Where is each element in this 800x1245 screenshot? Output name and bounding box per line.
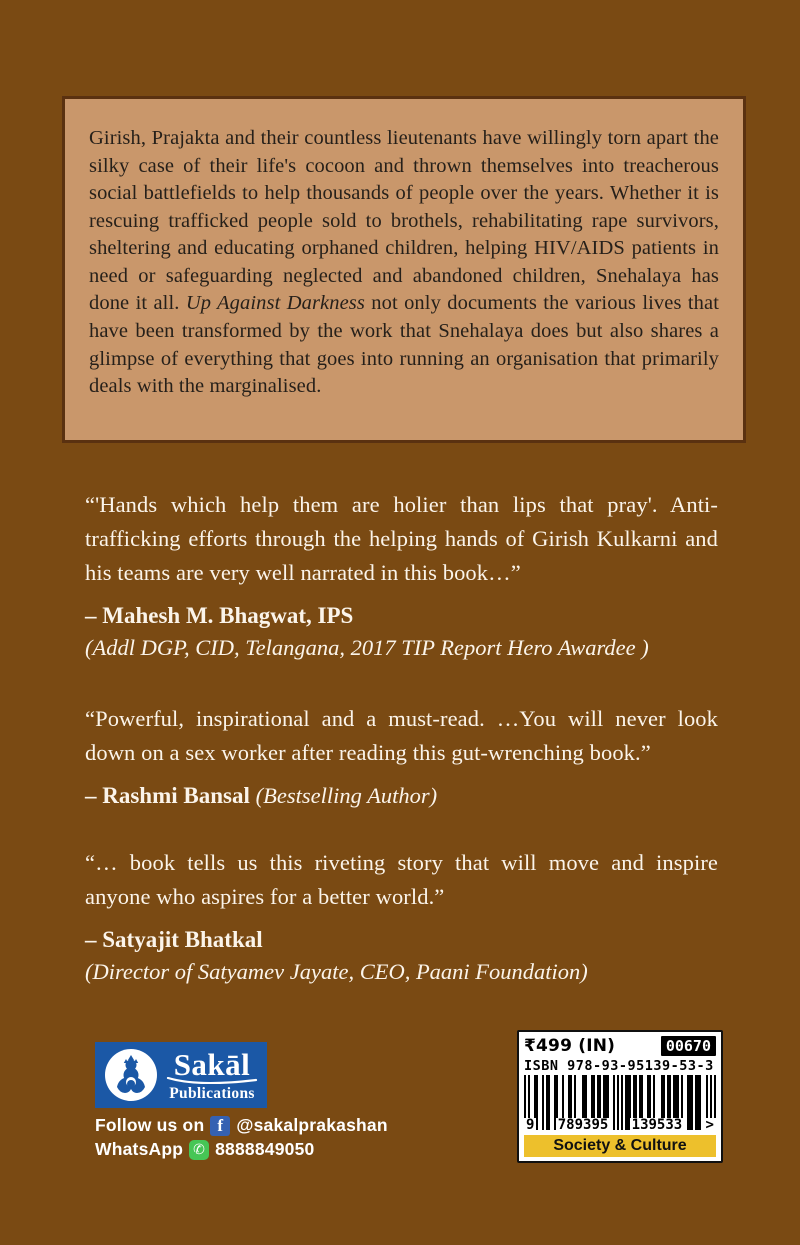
- facebook-icon: f: [210, 1116, 230, 1136]
- barcode-digit-right: >: [705, 1116, 714, 1133]
- endorsement-credentials-2: (Bestselling Author): [255, 783, 438, 808]
- endorsement-quote-2: “Powerful, inspirational and a must-read. …You will never look down on a sex worker after reading this gut-wrenching book.”: [85, 706, 718, 765]
- facebook-line: [95, 1115, 395, 1136]
- endorsement-credentials-3: (Director of Satyamev Jayate, CEO, Paani Foundation): [85, 959, 588, 984]
- synopsis-panel: [62, 96, 746, 443]
- barcode-digit-left: 9: [526, 1116, 535, 1133]
- logo-swoosh: [166, 1077, 258, 1084]
- endorsement-author-3: – Satyajit Bhatkal: [85, 927, 263, 952]
- publisher-logo: [95, 1042, 267, 1108]
- book-title-italic: Up Against Darkness: [185, 292, 365, 315]
- endorsement-quote-3: “… book tells us this riveting story that will move and inspire anyone who aspires for a better world.”: [85, 850, 718, 909]
- print-code-badge: 00670: [661, 1036, 716, 1056]
- barcode-top-row: [524, 1035, 716, 1057]
- publisher-block: [95, 1042, 395, 1160]
- endorsement-author-2: [85, 780, 718, 812]
- barcode-digits: [524, 1118, 716, 1132]
- whatsapp-icon: ✆: [189, 1140, 209, 1160]
- endorsement-credentials-1: (Addl DGP, CID, Telangana, 2017 TIP Report Hero Awardee ): [85, 635, 649, 660]
- barcode-digit-group1: 789395: [557, 1116, 609, 1133]
- publisher-logo-text: [166, 1046, 258, 1102]
- price-label: ₹499 (IN): [524, 1036, 616, 1057]
- whatsapp-label: WhatsApp: [95, 1139, 184, 1159]
- endorsement-quote-1: “'Hands which help them are holier than lips that pray'. Anti-trafficking efforts through the helping hands of Girish Kulkarni and his teams are very well narrated in this book…”: [85, 492, 718, 585]
- publisher-type: Publications: [169, 1084, 255, 1102]
- whatsapp-line: [95, 1139, 395, 1160]
- whatsapp-number: 8888849050: [215, 1139, 315, 1159]
- category-band: Society & Culture: [524, 1135, 716, 1157]
- facebook-handle: @sakalprakashan: [236, 1115, 388, 1135]
- follow-label: Follow us on: [95, 1115, 205, 1135]
- publisher-name: Sakāl: [173, 1046, 251, 1082]
- isbn-label: ISBN 978-93-95139-53-3: [524, 1058, 714, 1075]
- endorsement-author-2-name: – Rashmi Bansal: [85, 783, 250, 808]
- sakal-figure-icon: [105, 1049, 157, 1101]
- synopsis-part2: not only documents the various lives that have been transformed by the work that Snehalaya does but also shares a glimpse of everything that goes into running an organisation that primarily deals with the marginalised.: [89, 292, 719, 398]
- synopsis-part1: Girish, Prajakta and their countless lieutenants have willingly torn apart the silky case of their life's cocoon and thrown themselves into treacherous social battlefields to help thousands of people over the years. Whether it is rescuing trafficked people sold to brothels, rehabilitating rape survivors, sheltering and educating orphaned children, helping HIV/AIDS patients in need or safeguarding neglected and abandoned children, Snehalaya has done it all.: [89, 127, 719, 315]
- barcode-block: [517, 1030, 723, 1163]
- synopsis-text: [89, 125, 719, 401]
- barcode-digit-group2: 139533: [631, 1116, 683, 1133]
- endorsement-author-1: – Mahesh M. Bhagwat, IPS: [85, 603, 354, 628]
- endorsements-section: [85, 488, 718, 988]
